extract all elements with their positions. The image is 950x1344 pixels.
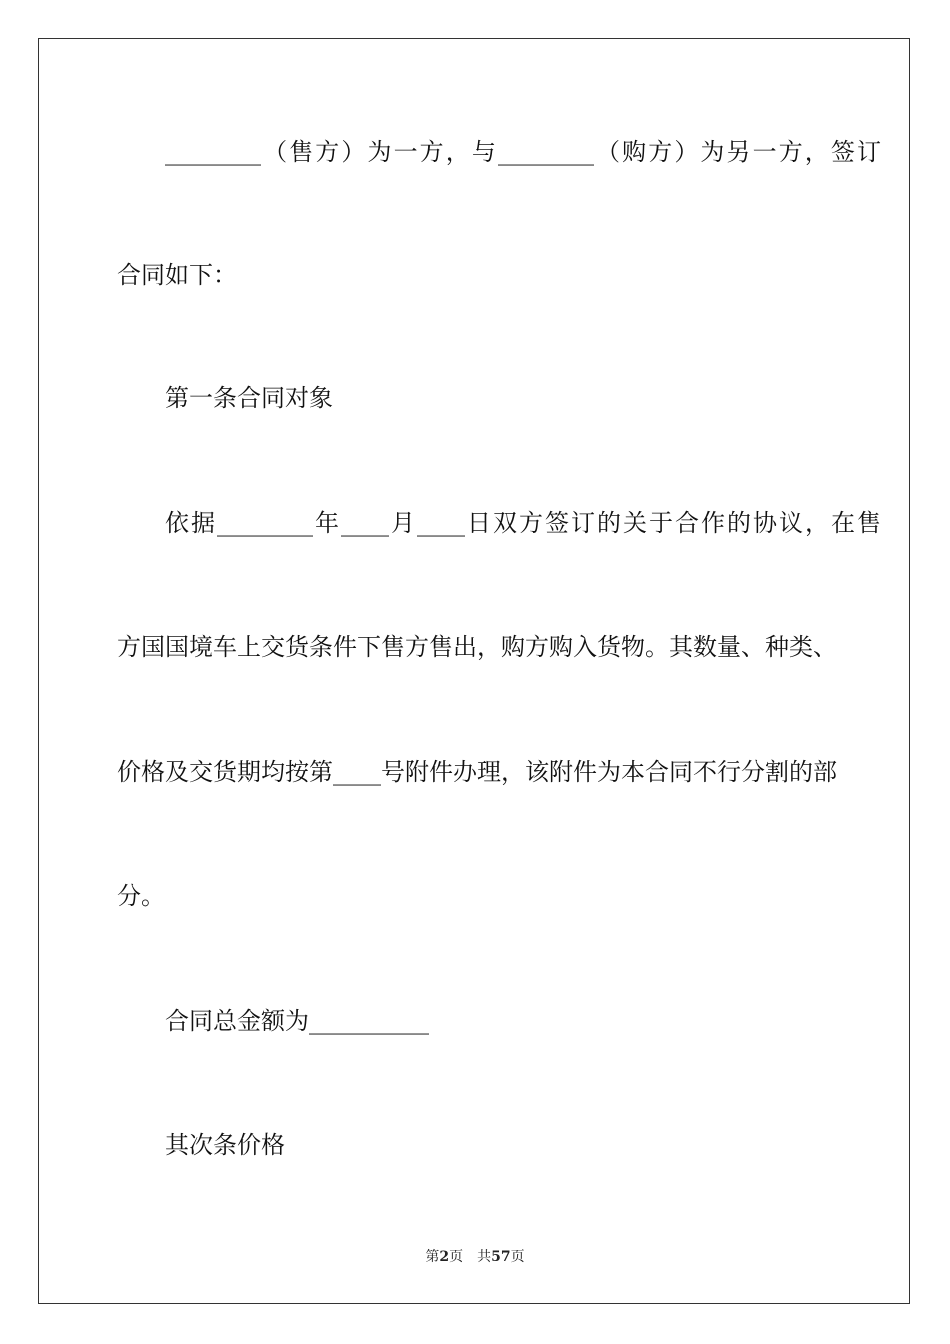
paragraph-line-1: ________ （ 售 方 ） 为 一 方 ， 与 ________ （ 购 方 ） 为 另 一 方 ， 签 订	[165, 138, 881, 166]
article-2-heading: 其次条价格	[165, 1131, 285, 1159]
footer-total-pages: 57	[491, 1249, 511, 1265]
paragraph-line-2: 合同如下：	[117, 261, 237, 289]
paragraph-line-6: 价 格 及 交 货 期 均 按 第 ____ 号 附 件 办 理 ， 该 附 件 为 本 合 同 不 行 分 割 的 部	[117, 758, 837, 786]
paragraph-line-4: 依 据 ________ 年 ____ 月 ____ 日 双 方 签 订 的 关 于 合 作 的 协 议 ， 在 售	[165, 509, 881, 537]
article-1-heading: 第一条合同对象	[165, 384, 333, 412]
footer-page-number: 2	[439, 1249, 450, 1265]
paragraph-line-7: 分。	[117, 882, 165, 910]
page-footer	[0, 1248, 950, 1266]
paragraph-line-5: 方 国 国 境 车 上 交 货 条 件 下 售 方 售 出 ， 购 方 购 入 货 物 。 其 数 量 、 种 类 、	[117, 633, 837, 661]
total-amount-line: 合同总金额为__________	[165, 1007, 429, 1035]
footer-total-prefix: 共	[477, 1249, 492, 1265]
footer-page-prefix: 第	[425, 1249, 440, 1265]
footer-total-suffix: 页	[510, 1249, 525, 1265]
page-border	[38, 38, 910, 1304]
footer-page-suffix: 页	[449, 1249, 464, 1265]
